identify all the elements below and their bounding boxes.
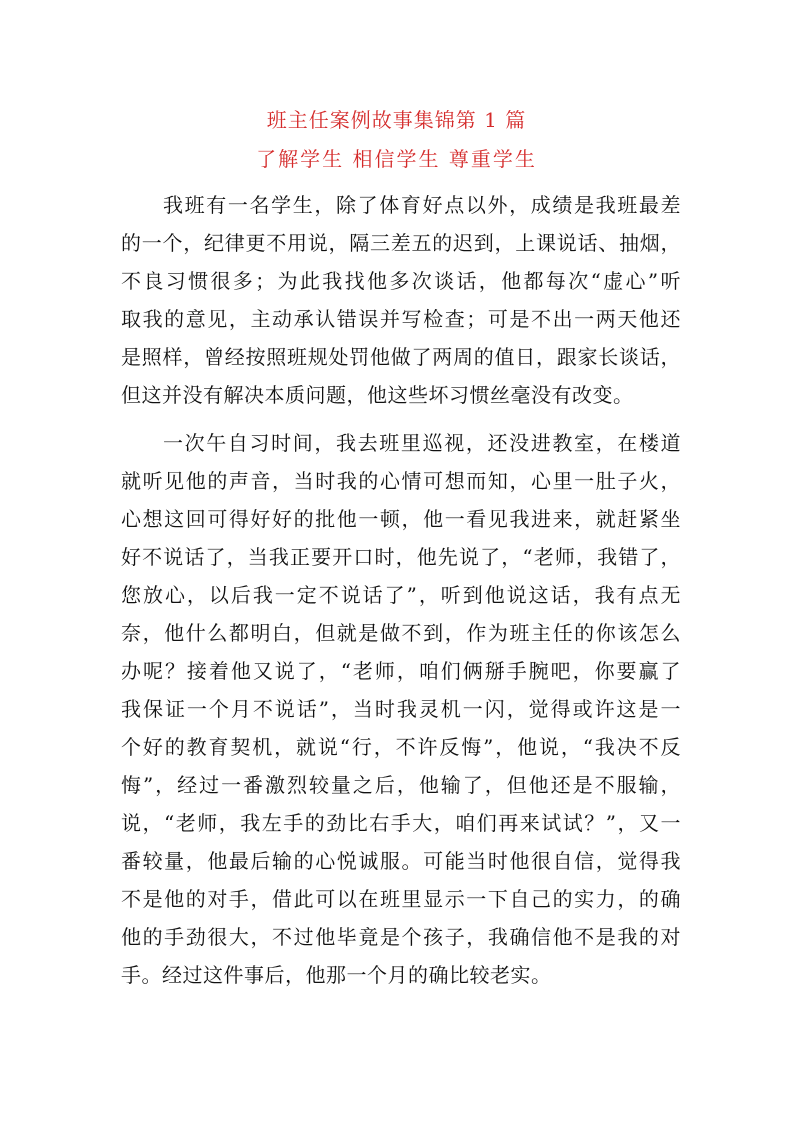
- paragraph-2-line-9: 个好的教育契机，就说“行，不许反悔”，他说，“我决不反: [121, 735, 681, 759]
- paragraph-2-line-1: 一次午自习时间，我去班里巡视，还没进教室，在楼道: [163, 431, 681, 455]
- document-subtitle: 了解学生 相信学生 尊重学生: [256, 147, 537, 171]
- paragraph-1-line-2: 的一个，纪律更不用说，隔三差五的迟到，上课说话、抽烟，: [121, 231, 681, 255]
- paragraph-2-line-15: 手。经过这件事后，他那一个月的确比较老实。: [121, 963, 552, 987]
- paragraph-2-line-13: 不是他的对手，借此可以在班里显示一下自己的实力，的确: [121, 887, 681, 911]
- paragraph-1-line-4: 取我的意见，主动承认错误并写检查；可是不出一两天他还: [121, 307, 681, 331]
- paragraph-2-line-5: 您放心，以后我一定不说话了”，听到他说这话，我有点无: [121, 583, 681, 607]
- paragraph-2-line-6: 奈，他什么都明白，但就是做不到，作为班主任的你该怎么: [121, 621, 681, 645]
- paragraph-2-line-4: 好不说话了，当我正要开口时，他先说了，“老师，我错了，: [121, 545, 681, 569]
- paragraph-1-line-1: 我班有一名学生，除了体育好点以外，成绩是我班最差: [163, 193, 681, 217]
- paragraph-2-line-10: 悔”，经过一番激烈较量之后，他输了，但他还是不服输，: [121, 773, 681, 797]
- paragraph-2-line-12: 番较量，他最后输的心悦诚服。可能当时他很自信，觉得我: [121, 849, 681, 873]
- paragraph-2-line-7: 办呢？接着他又说了，“老师，咱们俩掰手腕吧，你要赢了: [121, 659, 681, 683]
- paragraph-2-line-11: 说，“老师，我左手的劲比右手大，咱们再来试试？”，又一: [121, 811, 681, 835]
- paragraph-2-line-8: 我保证一个月不说话”，当时我灵机一闪，觉得或许这是一: [121, 697, 681, 721]
- paragraph-2-line-2: 就听见他的声音，当时我的心情可想而知，心里一肚子火，: [121, 469, 681, 493]
- paragraph-1-line-3: 不良习惯很多；为此我找他多次谈话，他都每次“虚心”听: [121, 269, 681, 293]
- paragraph-1-line-6: 但这并没有解决本质问题，他这些坏习惯丝毫没有改变。: [121, 383, 634, 407]
- paragraph-2-line-14: 他的手劲很大，不过他毕竟是个孩子，我确信他不是我的对: [121, 925, 681, 949]
- paragraph-2-line-3: 心想这回可得好好的批他一顿，他一看见我进来，就赶紧坐: [121, 507, 681, 531]
- paragraph-1-line-5: 是照样，曾经按照班规处罚他做了两周的值日，跟家长谈话，: [121, 345, 681, 369]
- document-title: 班主任案例故事集锦第 1 篇: [266, 108, 527, 132]
